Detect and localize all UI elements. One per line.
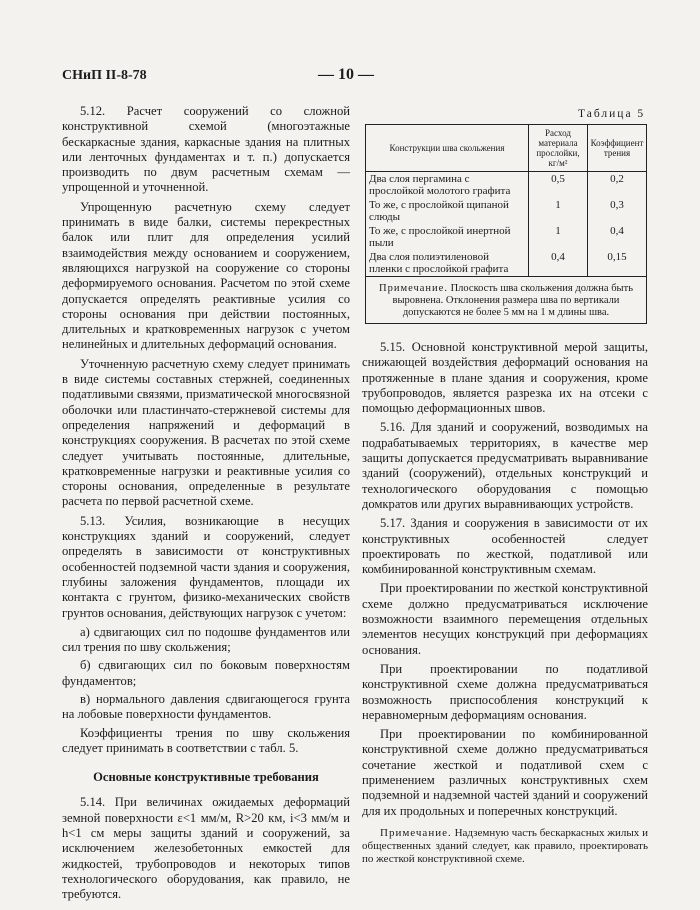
paragraph-friction-coefficients: Коэффициенты трения по шву скольжения следует принимать в соответствии с табл. 5. (62, 725, 350, 755)
final-note (362, 827, 648, 866)
table-row (366, 250, 647, 277)
table-cell-rate: 0,4 (528, 250, 587, 277)
right-column (362, 340, 648, 870)
table-cell-desc: Два слоя пергамина с прослойкой молотого графита (366, 172, 529, 199)
table-row (366, 172, 647, 199)
paragraph-refined-scheme: Уточненную расчетную схему следует принимать в виде системы составных стержней, соединенных податливыми связями, призматической многосвязной оболочки или пластинчато-стержневой системы для определения напряжений и деформаций в конструкциях сооружения. В расчетах по этой схеме следует учитывать постоянные, длительные, кратковременные нагрузки и реактивные усилия со стороны основания, определенные в результате расчета по первой расчетной схеме. (62, 356, 350, 509)
table-header-coefficient: Коэффициент трения (587, 125, 646, 172)
final-note-label: Примечание. (380, 826, 452, 839)
table-row (366, 224, 647, 250)
table-note-label: Примечание. (379, 283, 448, 294)
list-item-b: б) сдвигающих сил по боковым поверхностям фундаментов; (62, 658, 350, 688)
list-item-v: в) нормального давления сдвигающегося грунта на лобовые поверхности фундаментов. (62, 691, 350, 722)
table-note (366, 277, 647, 324)
table-5 (365, 124, 647, 324)
document-code: СНиП II-8-78 (62, 68, 147, 83)
paragraph-rigid-scheme: При проектировании по жесткой конструктивной схеме должно предусматриваться исключение возможности взаимного перемещения отдельных элементов несущих конструкций при деформациях основания. (362, 581, 648, 657)
table-cell-desc: Два слоя полиэтиленовой пленки с прослойкой графита (366, 250, 529, 277)
paragraph-5-12: 5.12. Расчет сооружений со сложной конструктивной схемой (многоэтажные бескаркасные здания, каркасные здания на плитных или ленточных фундаментах и т. п.) допускается производить по двум расчетным схемам — упрощенной и уточненной. (62, 104, 350, 195)
paragraph-5-14: 5.14. При величинах ожидаемых деформаций земной поверхности ε<1 мм/м, R>20 км, i<3 мм/м и h<1 см меры защиты зданий и сооружений, за исключением железобетонных емкостей для жидкостей, трубопроводов и некоторых типов технологического оборудования, как правило, не требуются. (62, 795, 350, 902)
table-cell-desc: То же, с прослойкой щипаной слюды (366, 198, 529, 224)
paragraph-5-13: 5.13. Усилия, возникающие в несущих конструкциях зданий и сооружений, следует определять в зависимости от конструктивных особенностей подземной части здания и сооружения, глубины заложения фундаментов, площади их контакта с грунтом, физико-механических свойств грунтов основания, действующих нагрузок с учетом: (62, 513, 350, 620)
list-item-a: а) сдвигающих сил по подошве фундаментов или сил трения по шву скольжения; (62, 624, 350, 655)
paragraph-5-15: 5.15. Основной конструктивной мерой защиты, снижающей воздействия деформаций основания на протяженные в плане здания и сооружения, кроме трубопроводов, является разрезка их на отсеки с помощью деформационных швов. (362, 340, 648, 416)
page-number: — 10 — (318, 66, 374, 83)
table-cell-rate: 1 (528, 198, 587, 224)
table-cell-rate: 1 (528, 224, 587, 250)
left-column (62, 104, 350, 907)
paragraph-flexible-scheme: При проектировании по податливой конструктивной схеме должна предусматриваться возможность приспособления конструкций к неравномерным деформациям основания. (362, 661, 648, 722)
paragraph-5-17: 5.17. Здания и сооружения в зависимости от их конструктивных особенностей следует проектировать по жесткой, податливой или комбинированной конструктивным схемам. (362, 516, 648, 577)
table-cell-rate: 0,5 (528, 172, 587, 199)
table-note-text: Плоскость шва скольжения должна быть выровнена. Отклонения размера шва по вертикали допускаются не более 5 мм на 1 м длины шва. (392, 283, 633, 318)
paragraph-5-16: 5.16. Для зданий и сооружений, возводимых на подрабатываемых территориях, в качестве мер защиты допускается предусматривать выравнивание зданий (сооружений), отдельных конструкций и технологического оборудования с помощью домкратов или других выравнивающих устройств. (362, 420, 648, 511)
paragraph-combined-scheme: При проектировании по комбинированной конструктивной схеме должно предусматриваться сочетание жесткой и податливой схем с применением различных конструктивных схем подземной и надземной частей зданий и сооружений для их продольных и поперечных конструкций. (362, 727, 648, 818)
table-cell-coef: 0,15 (587, 250, 646, 277)
table-header-construction: Конструкции шва скольжения (366, 125, 529, 172)
table-header-rate: Расход материала прослойки, кг/м² (528, 125, 587, 172)
section-heading: Основные конструктивные требования (93, 770, 319, 785)
table-cell-coef: 0,2 (587, 172, 646, 199)
table-row (366, 198, 647, 224)
table-cell-desc: То же, с прослойкой инертной пыли (366, 224, 529, 250)
final-note-text: Надземную часть бескаркасных жилых и общественных зданий следует, как правило, проектировать по жесткой конструктивной схеме. (362, 826, 649, 865)
table-caption: Таблица 5 (578, 108, 646, 120)
table-cell-coef: 0,3 (587, 198, 646, 224)
table-cell-coef: 0,4 (587, 224, 646, 250)
paragraph-simplified-scheme: Упрощенную расчетную схему следует принимать в виде балки, системы перекрестных балок или плит для определения усилий взаимодействия между основанием и сооружением, являющихся нагрузкой на сооружение со стороны деформируемого основания. Расчетом по этой схеме допускается определять реактивные усилия со стороны основания при действии постоянных, длительных и кратковременных нагрузок с учетом нелинейных и длительных деформаций основания. (62, 199, 350, 352)
